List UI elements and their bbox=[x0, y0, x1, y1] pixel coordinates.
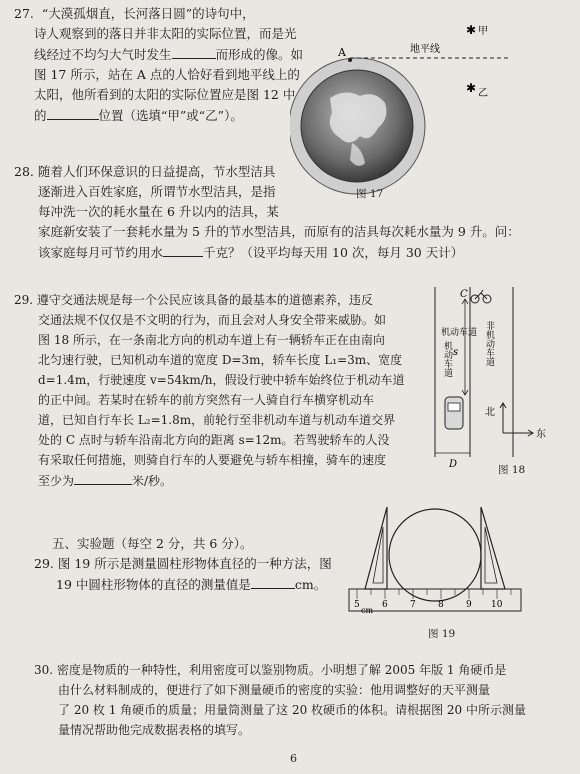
q27-line-4: 图 17 所示，站在 A 点的人恰好看到地平线上的 bbox=[34, 67, 300, 82]
q29a-blank[interactable] bbox=[74, 470, 132, 485]
page-number: 6 bbox=[290, 752, 297, 765]
q27-line-2: 诗人观察到的落日并非太阳的实际位置，而是光 bbox=[34, 26, 297, 41]
q30-line-1: 密度是物质的一种特性，利用密度可以鉴别物质。小明想了解 2005 年版 1 角硬币是 bbox=[56, 663, 507, 677]
q29a-line-6: 的正中间。若某时在轿车的前方突然有一人骑自行车横穿机动车 bbox=[38, 393, 375, 407]
q29b-line-2b: cm。 bbox=[294, 577, 327, 592]
q29b-blank[interactable] bbox=[251, 574, 295, 589]
distance-s-label: s bbox=[453, 347, 459, 358]
q27-line-6b: 位置（选填“甲”或“乙”）。 bbox=[98, 108, 243, 123]
q28-line-1: 随着人们环保意识的日益提高，节水型洁具 bbox=[37, 164, 276, 179]
horizon-label: 地平线 bbox=[410, 44, 440, 55]
point-a-label: A bbox=[338, 46, 346, 59]
q27-line-3b: 而形成的像。如 bbox=[215, 47, 304, 62]
question-29a bbox=[14, 290, 405, 491]
section-5 bbox=[34, 534, 332, 595]
north-label: 北 bbox=[485, 407, 495, 418]
q27-line-3: 线经过不均匀大气时发生 bbox=[34, 47, 172, 62]
ruler-tick-7: 7 bbox=[410, 600, 416, 610]
ruler-tick-5: 5 bbox=[354, 600, 360, 610]
q30-number: 30. bbox=[34, 663, 54, 677]
q27-line-5: 太阳，他所看到的太阳的实际位置应是图 12 中 bbox=[34, 87, 296, 102]
star-yi-label: 乙 bbox=[478, 88, 488, 99]
ruler-unit: cm bbox=[361, 606, 374, 615]
q29a-line-9: 有采取任何措施，则骑自行车的人要避免与轿车相撞，骑车的速度 bbox=[38, 453, 387, 467]
q27-line-1: “大漠孤烟直，长河落日圆”的诗句中， bbox=[41, 6, 255, 21]
q29a-line-7: 道，已知自行车长 L₂=1.8m，前轮行至非机动车道与机动车道交界 bbox=[38, 413, 396, 427]
q28-line-5: 该家庭每月可节约用水 bbox=[38, 245, 164, 260]
q29b-line-2: 19 中圆柱形物体的直径的测量值是 bbox=[56, 577, 251, 592]
car-body bbox=[445, 397, 463, 429]
non-motor-lane-vertical: 非机动车道 bbox=[484, 321, 494, 366]
ruler-tick-6: 6 bbox=[382, 600, 388, 610]
q28-line-4: 家庭新安装了一套耗水量为 5 升的节水型洁具，而原有的洁具每次耗水量为 9 升。问： bbox=[38, 224, 520, 239]
figure-18-caption: 图 18 bbox=[498, 464, 526, 476]
question-27 bbox=[14, 4, 303, 126]
q28-line-5b: 千克？（设平均每天用 10 次，每月 30 天计） bbox=[203, 245, 464, 260]
q30-line-3: 了 20 枚 1 角硬币的质量；用量筒测量了这 20 枚硬币的体积。请根据图 20 中所示测量 bbox=[58, 703, 526, 717]
q29b-number: 29. bbox=[34, 556, 54, 571]
figure-18 bbox=[425, 285, 573, 485]
ruler-tick-9: 9 bbox=[466, 600, 472, 610]
question-28 bbox=[14, 162, 520, 263]
bicycle-icon bbox=[471, 290, 491, 303]
q28-number: 28. bbox=[14, 164, 34, 179]
cylinder-cross-section bbox=[389, 509, 481, 601]
motor-lane-vertical: 机动车道 bbox=[442, 341, 452, 377]
q29a-line-10: 至少为 bbox=[38, 474, 75, 488]
q29b-line-1: 图 19 所示是测量圆柱形物体直径的一种方法，图 bbox=[57, 556, 332, 571]
q27-line-6: 的 bbox=[34, 108, 47, 123]
figure-19 bbox=[345, 505, 525, 615]
width-d-label: D bbox=[449, 459, 458, 470]
q28-line-3: 每冲洗一次的耗水量在 6 升以内的洁具，某 bbox=[38, 204, 279, 219]
star-jia-icon: ✱ bbox=[466, 23, 477, 37]
q29a-line-5: d=1.4m，行驶速度 v=54km/h，假设行驶中轿车始终位于机动车道 bbox=[38, 373, 405, 387]
q29a-line-1: 遵守交通法规是每一个公民应该具备的最基本的道德素养，违反 bbox=[36, 293, 373, 307]
q29a-line-8: 处的 C 点时与轿车沿南北方向的距离 s=12m。若驾驶轿车的人没 bbox=[38, 433, 390, 447]
q27-blank-1[interactable] bbox=[172, 44, 216, 59]
ruler-tick-10: 10 bbox=[491, 600, 503, 610]
triangle-ruler-left bbox=[365, 507, 387, 589]
q28-line-2: 逐渐进入百姓家庭，所谓节水型洁具，是指 bbox=[38, 184, 276, 199]
figure-17-caption: 图 17 bbox=[356, 188, 384, 200]
star-jia-label: 甲 bbox=[478, 26, 488, 37]
ruler-tick-8: 8 bbox=[438, 600, 444, 610]
question-30 bbox=[34, 660, 526, 740]
q29a-line-3: 图 18 所示，在一条南北方向的机动车道上有一辆轿车正在由南向 bbox=[38, 333, 385, 347]
star-yi-icon: ✱ bbox=[466, 81, 477, 95]
q29a-number: 29. bbox=[14, 293, 34, 307]
q29a-line-2: 交通法规不仅仅是不文明的行为，而且会对人身安全带来威胁。如 bbox=[38, 313, 387, 327]
ruler-ticks bbox=[357, 589, 511, 599]
point-c-label: C bbox=[460, 289, 468, 300]
q27-number: 27. bbox=[14, 6, 34, 21]
east-label: 东 bbox=[536, 429, 546, 440]
section-5-title: 五、实验题（每空 2 分，共 6 分）。 bbox=[52, 536, 253, 551]
q30-line-4: 量情况帮助他完成数据表格的填写。 bbox=[58, 723, 251, 737]
motor-lane-label: 机动车道 bbox=[441, 328, 478, 338]
q28-blank[interactable] bbox=[163, 242, 203, 257]
figure-19-caption: 图 19 bbox=[428, 628, 456, 640]
q27-blank-2[interactable] bbox=[47, 105, 99, 120]
car-window bbox=[448, 403, 460, 411]
point-a-marker bbox=[348, 58, 352, 62]
q29a-line-10b: 米/秒。 bbox=[132, 474, 173, 488]
q29a-line-4: 北匀速行驶，已知机动车道的宽度 D=3m，轿车长度 L₁=3m、宽度 bbox=[38, 353, 403, 367]
q30-line-2: 由什么材料制成的，便进行了如下测量硬币的密度的实验：他用调整好的天平测量 bbox=[58, 683, 491, 697]
